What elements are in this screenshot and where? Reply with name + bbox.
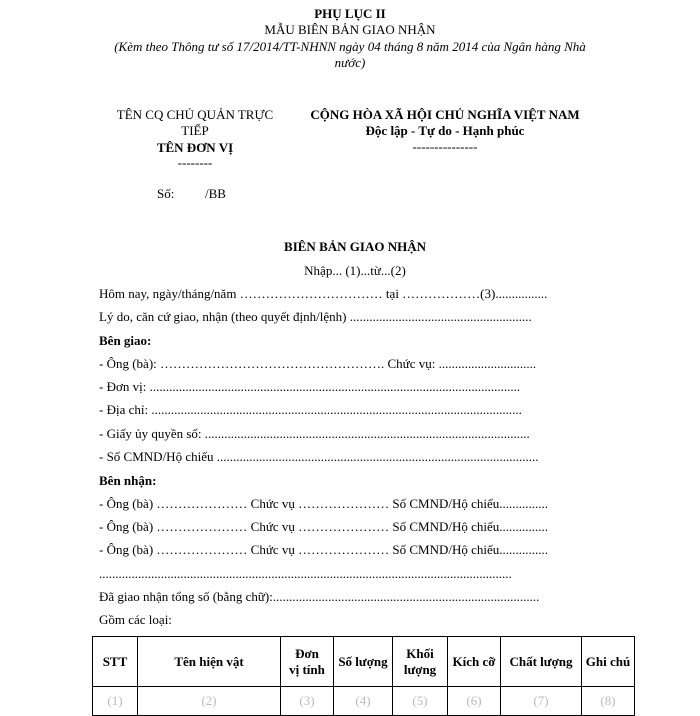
form-title: MẪU BIÊN BẢN GIAO NHẬN	[264, 22, 436, 37]
document-subtitle: Nhập... (1)...từ...(2)	[304, 263, 406, 278]
agency-line2: TIẾP	[181, 123, 209, 138]
table-cell: (3)	[281, 687, 334, 716]
receiver-line: - Ông (bà) ………………… Chức vụ ………………… Số CMND/Hộ chiếu...............	[99, 542, 549, 557]
table-row	[93, 687, 635, 716]
receiver-line: - Ông (bà) ………………… Chức vụ ………………… Số CMND/Hộ chiếu...............	[99, 496, 549, 511]
table-cell: (4)	[334, 687, 393, 716]
table-cell: (2)	[138, 687, 281, 716]
reason-line: Lý do, căn cứ giao, nhận (theo quyết định/lệnh) ........................................................	[99, 309, 532, 324]
giver-heading: Bên giao:	[99, 333, 152, 348]
items-table	[92, 636, 635, 716]
date-place-line: Hôm nay, ngày/tháng/năm …………………………… tại ………………(3)................	[99, 286, 548, 301]
appendix-title: PHỤ LỤC II	[314, 6, 386, 21]
receiver-heading: Bên nhận:	[99, 473, 157, 488]
giver-id-line: - Số CMND/Hộ chiếu ...................................................................................................	[99, 449, 539, 464]
dotted-line: ...............................................................................................................................	[99, 566, 512, 581]
left-dashes: --------	[177, 155, 213, 170]
column-header-weight: Khối lượng	[393, 637, 448, 687]
column-header-size: Kích cỡ	[448, 637, 501, 687]
giver-name-line: - Ông (bà): ……………………………………………. Chức vụ: ..............................	[99, 356, 537, 371]
right-dashes: ---------------	[412, 139, 478, 154]
total-received-line: Đã giao nhận tổng số (bằng chữ):..................................................................................	[99, 589, 540, 604]
country-name: CỘNG HÒA XÃ HỘI CHỦ NGHĨA VIỆT NAM	[310, 107, 580, 122]
giver-unit-line: - Đơn vị: ..................................................................................................................	[99, 379, 521, 394]
table-header-row	[93, 637, 635, 687]
table-cell: (8)	[582, 687, 635, 716]
unit-name: TÊN ĐƠN VỊ	[156, 140, 234, 155]
legal-note-line2: nước)	[334, 55, 366, 70]
column-header-item-name: Tên hiện vật	[138, 637, 281, 687]
types-label: Gồm các loại:	[99, 612, 172, 627]
table-cell: (5)	[393, 687, 448, 716]
legal-note-line1: (Kèm theo Thông tư số 17/2014/TT-NHNN ngày 04 tháng 8 năm 2014 của Ngân hàng Nhà	[114, 39, 586, 54]
column-header-quantity: Số lượng	[334, 637, 393, 687]
receiver-line: - Ông (bà) ………………… Chức vụ ………………… Số CMND/Hộ chiếu...............	[99, 519, 549, 534]
giver-authorization-line: - Giấy ủy quyền số: ....................................................................................................	[99, 426, 530, 441]
document-number-suffix: /BB	[205, 186, 226, 201]
column-header-note: Ghi chú	[582, 637, 635, 687]
agency-line1: TÊN CQ CHỦ QUẢN TRỰC	[116, 107, 274, 122]
document-title: BIÊN BẢN GIAO NHẬN	[284, 239, 426, 254]
table-cell: (6)	[448, 687, 501, 716]
giver-address-line: - Địa chỉ: ..................................................................................................................	[99, 402, 522, 417]
table-cell: (1)	[93, 687, 138, 716]
column-header-quality: Chất lượng	[501, 637, 582, 687]
table-cell: (7)	[501, 687, 582, 716]
column-header-unit: Đơn vị tính	[281, 637, 334, 687]
document-number-label: Số:	[157, 186, 175, 201]
column-header-stt: STT	[93, 637, 138, 687]
national-motto: Độc lập - Tự do - Hạnh phúc	[365, 123, 525, 138]
